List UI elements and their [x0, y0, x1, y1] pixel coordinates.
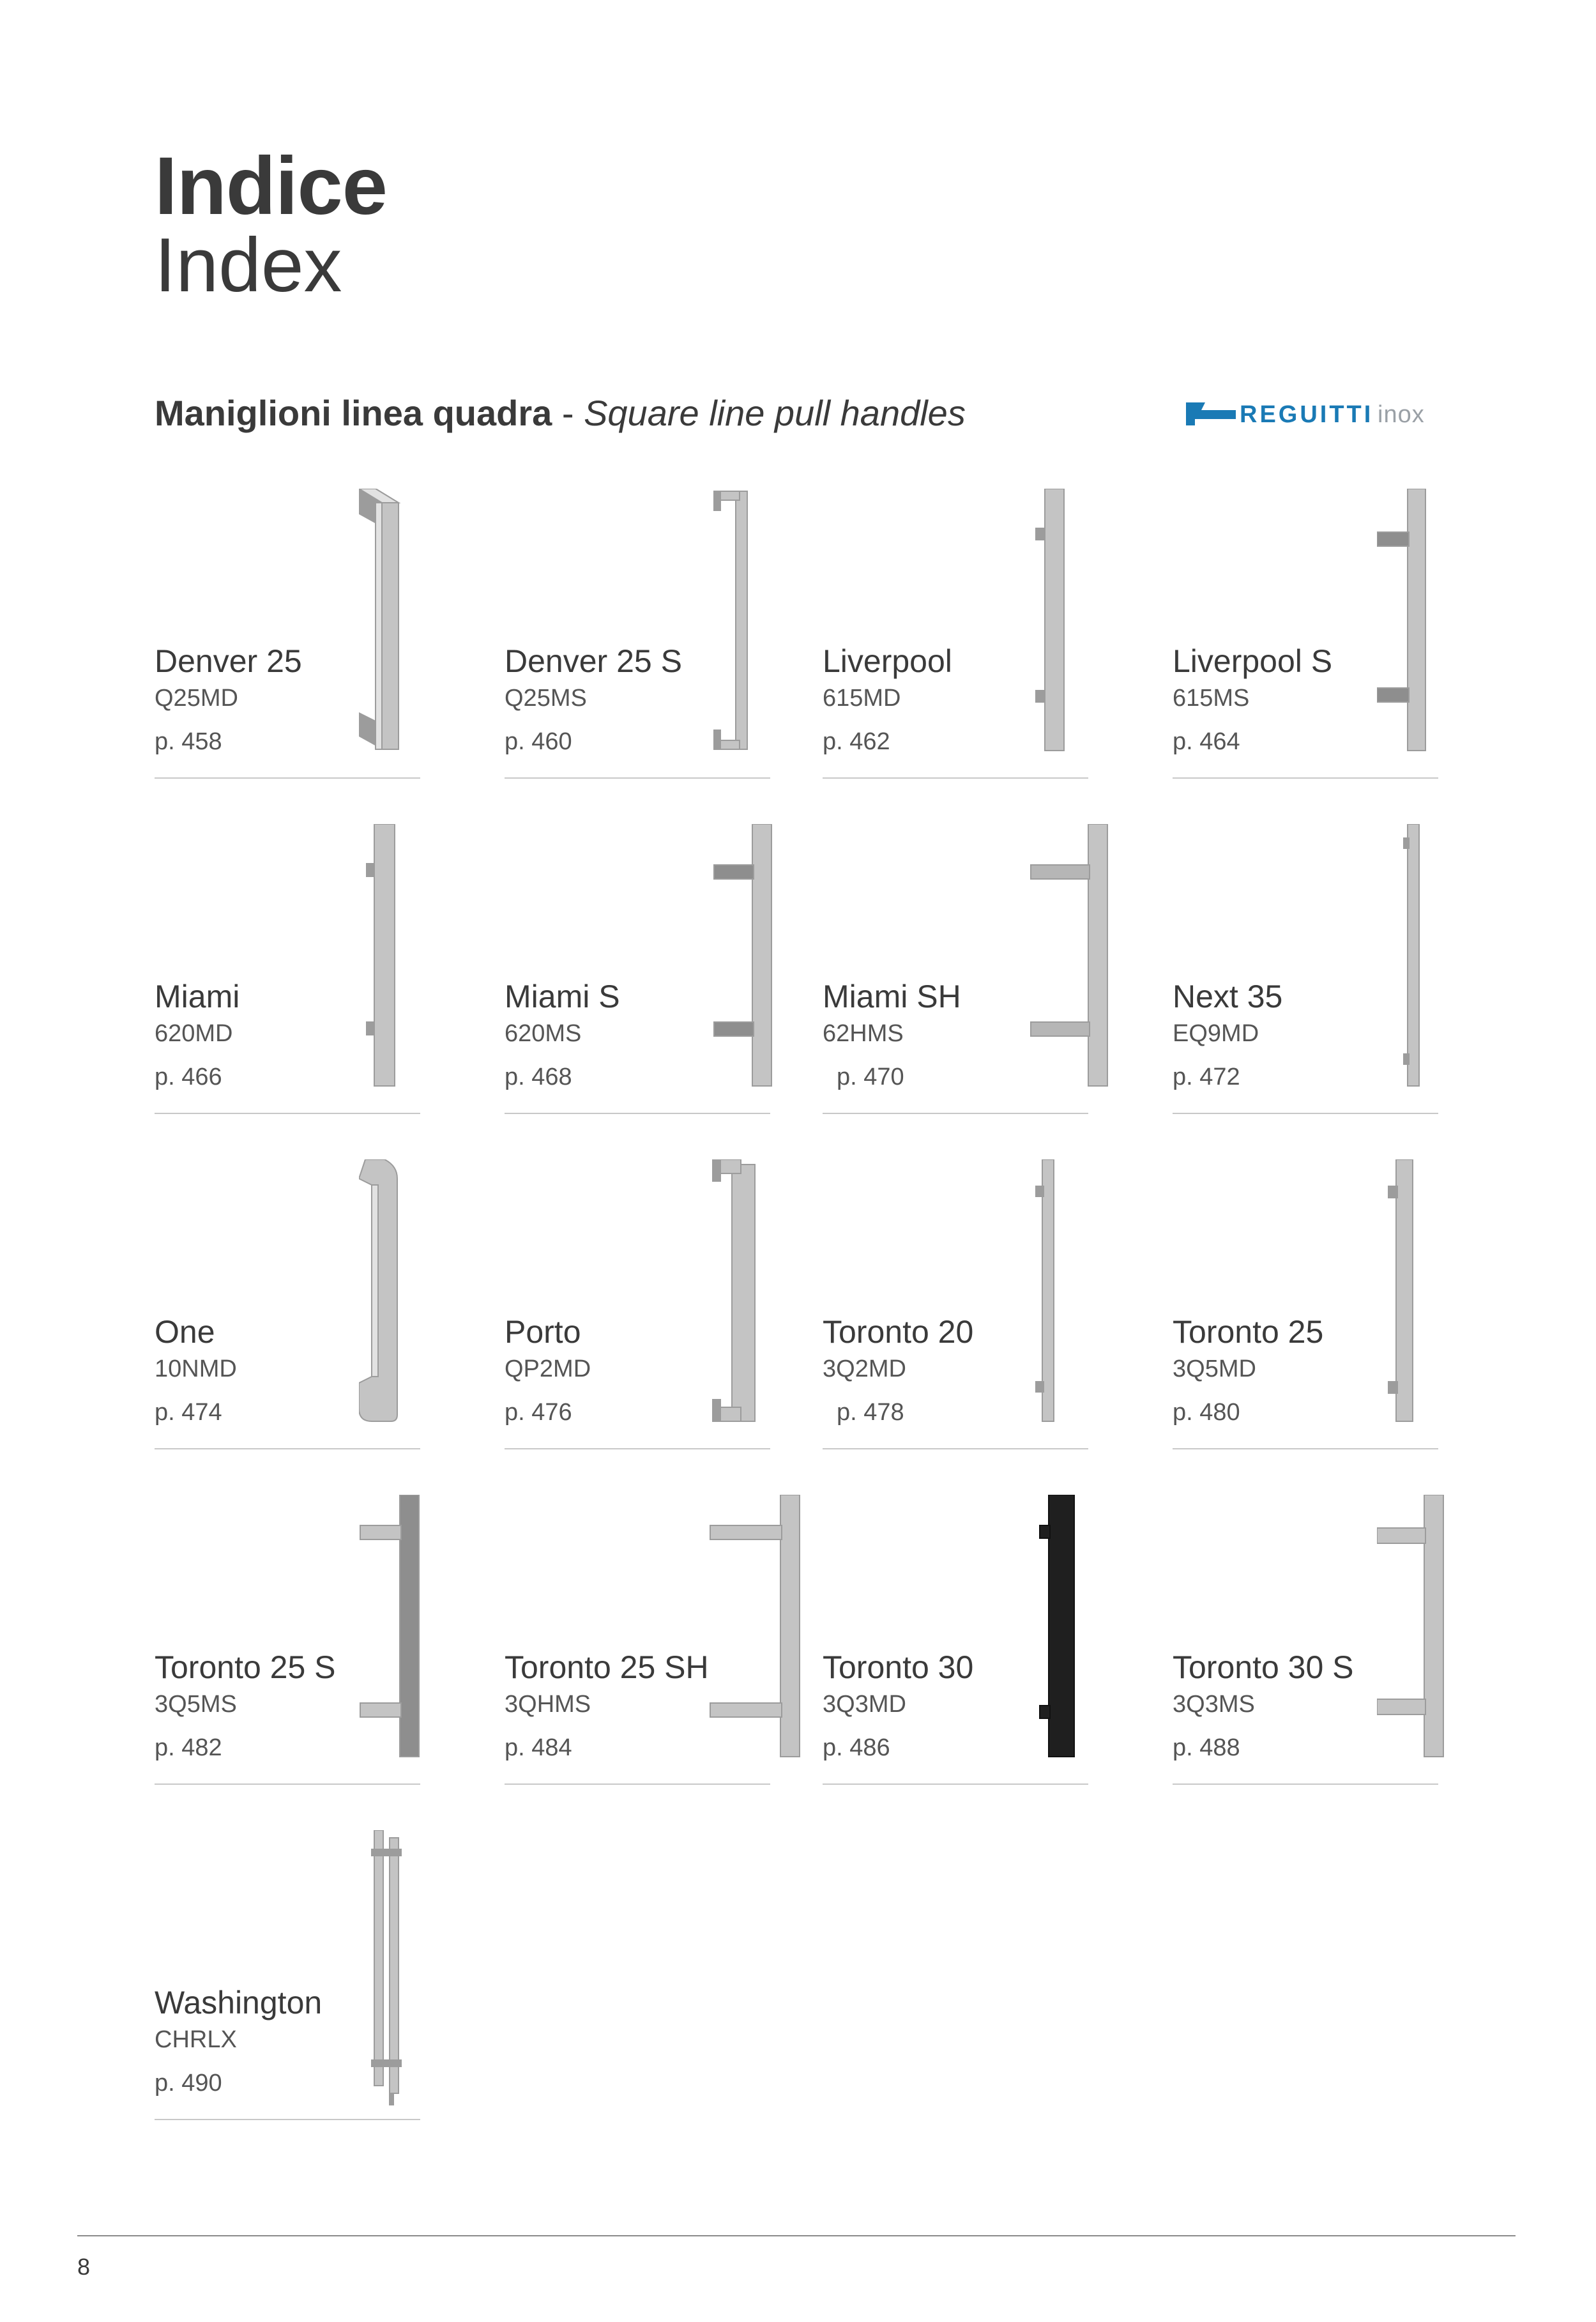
product-card[interactable]: [155, 1830, 420, 2130]
product-name: Toronto 25: [1173, 1314, 1324, 1350]
brand-name: REGUITTI: [1240, 401, 1374, 428]
index-title-italian: Indice: [155, 141, 387, 232]
product-card[interactable]: [505, 489, 770, 789]
handle-miami-icon: [359, 824, 455, 1105]
handle-miami-s-icon: [709, 824, 805, 1105]
product-divider: [1173, 1113, 1438, 1114]
product-card[interactable]: [1173, 1495, 1438, 1795]
product-code: 615MD: [823, 685, 901, 712]
product-name: Toronto 25 SH: [505, 1649, 709, 1685]
product-code: Q25MD: [155, 685, 238, 712]
product-card[interactable]: [1173, 1159, 1438, 1460]
product-page-reference[interactable]: p. 490: [155, 2070, 222, 2097]
product-card[interactable]: [155, 824, 420, 1124]
footer-divider: [77, 2235, 1516, 2236]
section-heading: [155, 391, 966, 436]
product-code: 3QHMS: [505, 1691, 591, 1718]
product-card[interactable]: [155, 1495, 420, 1795]
product-divider: [155, 1113, 420, 1114]
index-title-english: Index: [155, 222, 342, 308]
product-page-reference[interactable]: p. 472: [1173, 1064, 1240, 1090]
product-name: Denver 25: [155, 643, 302, 679]
handle-liverpool-icon: [1027, 489, 1123, 770]
product-divider: [823, 1448, 1088, 1449]
product-name: Porto: [505, 1314, 581, 1350]
product-name: Miami SH: [823, 979, 961, 1014]
product-name: Toronto 20: [823, 1314, 974, 1350]
handle-toronto25s-icon: [359, 1495, 455, 1776]
handle-denver-s-icon: [709, 489, 805, 770]
product-divider: [823, 1113, 1088, 1114]
product-name: Denver 25 S: [505, 643, 682, 679]
product-code: 3Q3MD: [823, 1691, 906, 1718]
product-page-reference[interactable]: p. 462: [823, 728, 890, 755]
product-name: Toronto 25 S: [155, 1649, 336, 1685]
product-page-reference[interactable]: p. 478: [837, 1399, 904, 1426]
product-code: 615MS: [1173, 685, 1250, 712]
product-card[interactable]: [1173, 824, 1438, 1124]
product-page-reference[interactable]: p. 464: [1173, 728, 1240, 755]
handle-miami-sh-icon: [1027, 824, 1123, 1105]
product-card[interactable]: [155, 489, 420, 789]
product-page-reference[interactable]: p. 466: [155, 1064, 222, 1090]
section-title-separator: -: [552, 393, 584, 433]
handle-washington-icon: [359, 1830, 455, 2111]
handle-denver-icon: [359, 489, 455, 770]
product-name: One: [155, 1314, 215, 1350]
product-code: 3Q2MD: [823, 1356, 906, 1382]
product-divider: [505, 1113, 770, 1114]
product-code: 3Q5MS: [155, 1691, 237, 1718]
product-card[interactable]: [505, 1159, 770, 1460]
product-card[interactable]: [823, 824, 1088, 1124]
product-card[interactable]: [505, 824, 770, 1124]
product-page-reference[interactable]: p. 480: [1173, 1399, 1240, 1426]
product-page-reference[interactable]: p. 458: [155, 728, 222, 755]
product-name: Liverpool: [823, 643, 952, 679]
product-name: Liverpool S: [1173, 643, 1333, 679]
product-code: CHRLX: [155, 2026, 237, 2053]
product-page-reference[interactable]: p. 474: [155, 1399, 222, 1426]
page-number: 8: [77, 2254, 91, 2280]
product-page-reference[interactable]: p. 468: [505, 1064, 572, 1090]
product-code: 3Q3MS: [1173, 1691, 1255, 1718]
product-divider: [505, 1448, 770, 1449]
product-name: Washington: [155, 1985, 323, 2020]
handle-next-icon: [1377, 824, 1473, 1105]
product-divider: [823, 777, 1088, 779]
product-name: Toronto 30 S: [1173, 1649, 1354, 1685]
product-page-reference[interactable]: p. 484: [505, 1734, 572, 1761]
product-divider: [505, 1784, 770, 1785]
reguitti-inox-logo: [1186, 400, 1441, 428]
product-divider: [155, 2119, 420, 2120]
product-card[interactable]: [1173, 489, 1438, 789]
product-divider: [505, 777, 770, 779]
brand-suffix: inox: [1378, 401, 1425, 428]
product-divider: [155, 1448, 420, 1449]
product-divider: [823, 1784, 1088, 1785]
product-page-reference[interactable]: p. 488: [1173, 1734, 1240, 1761]
product-code: QP2MD: [505, 1356, 591, 1382]
section-title-english: Square line pull handles: [584, 393, 966, 433]
product-name: Miami: [155, 979, 240, 1014]
product-code: 62HMS: [823, 1020, 904, 1047]
product-code: Q25MS: [505, 685, 587, 712]
product-code: EQ9MD: [1173, 1020, 1259, 1047]
product-card[interactable]: [823, 1495, 1088, 1795]
product-card[interactable]: [155, 1159, 420, 1460]
product-divider: [1173, 777, 1438, 779]
handle-toronto30-icon: [1027, 1495, 1123, 1776]
product-page-reference[interactable]: p. 482: [155, 1734, 222, 1761]
handle-porto-icon: [709, 1159, 805, 1440]
product-code: 10NMD: [155, 1356, 237, 1382]
handle-toronto20-icon: [1027, 1159, 1123, 1440]
product-card[interactable]: [823, 1159, 1088, 1460]
product-card[interactable]: [823, 489, 1088, 789]
product-page-reference[interactable]: p. 470: [837, 1064, 904, 1090]
handle-toronto25-icon: [1377, 1159, 1473, 1440]
product-name: Toronto 30: [823, 1649, 974, 1685]
handle-toronto30s-icon: [1377, 1495, 1473, 1776]
product-page-reference[interactable]: p. 476: [505, 1399, 572, 1426]
product-divider: [1173, 1784, 1438, 1785]
reguitti-logo-mark-icon: [1186, 402, 1236, 425]
product-divider: [1173, 1448, 1438, 1449]
product-name: Miami S: [505, 979, 620, 1014]
product-divider: [155, 777, 420, 779]
product-page-reference[interactable]: p. 460: [505, 728, 572, 755]
product-divider: [155, 1784, 420, 1785]
handle-one-icon: [359, 1159, 455, 1440]
product-card[interactable]: [505, 1495, 770, 1795]
product-code: 3Q5MD: [1173, 1356, 1256, 1382]
section-title-italian: Maniglioni linea quadra: [155, 393, 552, 433]
product-page-reference[interactable]: p. 486: [823, 1734, 890, 1761]
handle-liverpool-s-icon: [1377, 489, 1473, 770]
handle-toronto25sh-icon: [709, 1495, 805, 1776]
product-code: 620MD: [155, 1020, 233, 1047]
product-code: 620MS: [505, 1020, 582, 1047]
product-name: Next 35: [1173, 979, 1283, 1014]
